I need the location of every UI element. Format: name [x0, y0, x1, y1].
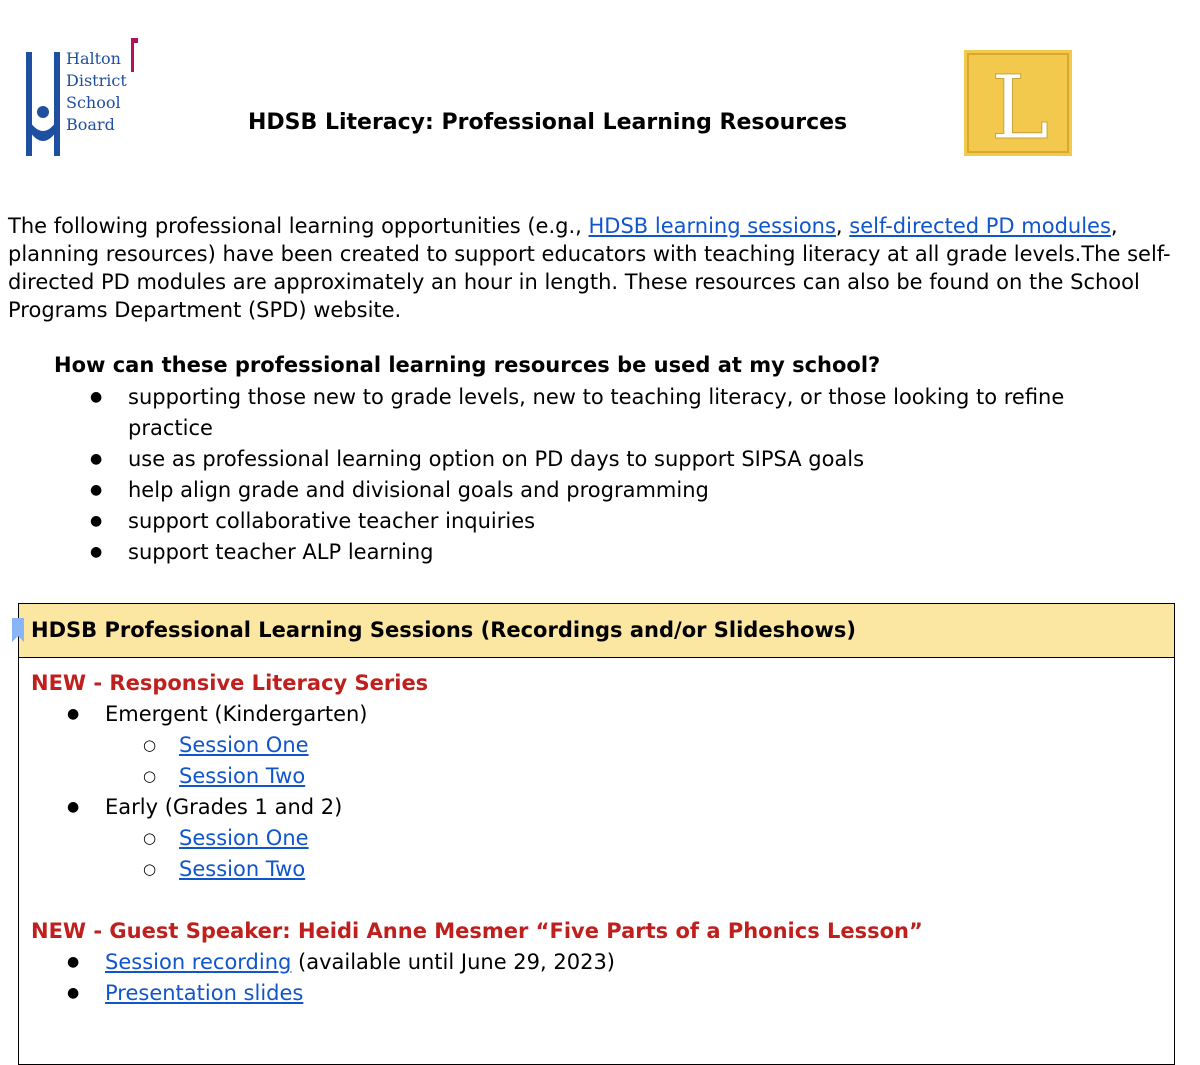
early-session-list — [105, 823, 1174, 885]
list-item — [31, 978, 1174, 1009]
emergent-session-two-link[interactable]: Session Two — [179, 764, 306, 788]
early-group-label: Early (Grades 1 and 2) — [105, 795, 343, 819]
list-item: ● use as professional learning option on PD days to support SIPSA goals — [76, 444, 1076, 475]
how-to-use-heading: How can these professional learning resources be used at my school? — [54, 353, 881, 377]
intro-paragraph: The following professional learning opportunities (e.g., HDSB learning sessions, self-directed PD modules, planning resources) have been created to support educators with teaching literacy at all grade levels.The self-directed PD modules are approximately an hour in length. These resources can also be found on the School Programs Department (SPD) website. — [8, 214, 1171, 322]
session-recording-link[interactable]: Session recording — [105, 950, 292, 974]
guest-speaker-heading: NEW - Guest Speaker: Heidi Anne Mesmer “Five Parts of a Phonics Lesson” — [31, 919, 923, 943]
early-session-two-link[interactable]: Session Two — [179, 857, 306, 881]
flag-icon — [131, 38, 139, 72]
bookmark-icon[interactable] — [12, 618, 24, 642]
recording-availability-note: (available until June 29, 2023) — [291, 950, 616, 974]
list-item — [105, 823, 1174, 854]
emergent-group — [31, 699, 1174, 792]
sessions-table — [18, 603, 1175, 1065]
self-directed-pd-modules-link[interactable]: self-directed PD modules — [849, 214, 1111, 238]
early-group — [31, 792, 1174, 885]
early-session-one-link[interactable]: Session One — [179, 826, 309, 850]
literacy-logo-letter: L — [990, 56, 1050, 156]
hdsb-learning-sessions-link[interactable]: HDSB learning sessions — [588, 214, 836, 238]
list-item — [31, 947, 1174, 978]
hdsb-logo — [24, 38, 144, 158]
list-item — [105, 761, 1174, 792]
emergent-group-label: Emergent (Kindergarten) — [105, 702, 368, 726]
list-item: ● support collaborative teacher inquiries — [76, 506, 1076, 537]
presentation-slides-link[interactable]: Presentation slides — [105, 981, 304, 1005]
page-title: HDSB Literacy: Professional Learning Resources — [248, 110, 848, 135]
responsive-literacy-list — [31, 699, 1174, 885]
list-item — [105, 854, 1174, 885]
sessions-table-header: HDSB Professional Learning Sessions (Recordings and/or Slideshows) — [19, 604, 1174, 658]
responsive-literacy-series-heading: NEW - Responsive Literacy Series — [31, 671, 429, 695]
list-item — [105, 730, 1174, 761]
list-item: ● help align grade and divisional goals and programming — [76, 475, 1076, 506]
list-item: ● support teacher ALP learning — [76, 537, 1076, 568]
spacer — [31, 885, 1174, 916]
guest-speaker-list — [31, 947, 1174, 1009]
how-to-use-list — [76, 382, 1076, 568]
sessions-table-body — [19, 658, 1174, 1009]
literacy-logo-icon — [964, 50, 1072, 156]
list-item: ● supporting those new to grade levels, new to teaching literacy, or those looking to refine practice — [76, 382, 1076, 444]
hdsb-h-logo-icon — [24, 50, 64, 160]
hdsb-logo-text: Halton District School Board — [66, 49, 127, 134]
emergent-session-list — [105, 730, 1174, 792]
emergent-session-one-link[interactable]: Session One — [179, 733, 309, 757]
